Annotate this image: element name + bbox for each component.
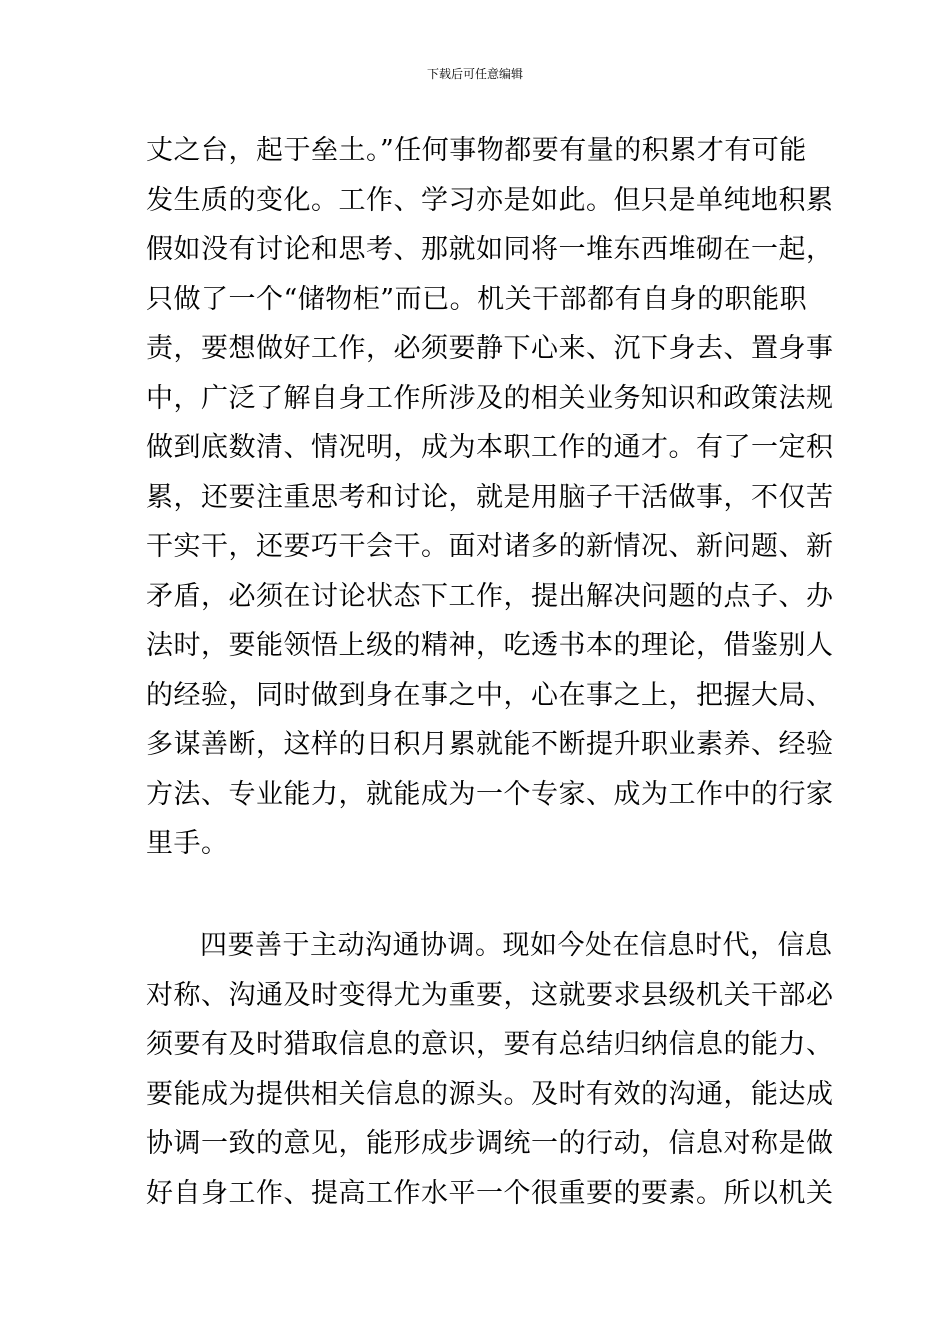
text-line: 发生质的变化。工作、学习亦是如此。但只是单纯地积累: [146, 184, 834, 216]
text-line: 多谋善断，这样的日积月累就能不断提升职业素养、经验: [146, 729, 834, 760]
text-line: 法时，要能领悟上级的精神，吃透书本的理论，借鉴别人: [146, 630, 834, 661]
text-line: 协调一致的意见，能形成步调统一的行动，信息对称是做: [146, 1128, 834, 1159]
text-line: 要能成为提供相关信息的源头。及时有效的沟通，能达成: [146, 1078, 834, 1110]
text-line: 的经验，同时做到身在事之中，心在事之上，把握大局、: [146, 679, 834, 711]
body-paragraph-2: [146, 921, 834, 1218]
text-line: 须要有及时猎取信息的意识，要有总结归纳信息的能力、: [146, 1029, 834, 1060]
text-line: 对称、沟通及时变得尤为重要，这就要求县级机关干部必: [146, 979, 834, 1011]
text-line: 好自身工作、提高工作水平一个很重要的要素。所以机关: [146, 1177, 834, 1209]
text-line: 中，广泛了解自身工作所涉及的相关业务知识和政策法规: [146, 382, 834, 414]
text-line: 方法、专业能力，就能成为一个专家、成为工作中的行家: [146, 778, 834, 810]
page-header-note: 下载后可任意编辑: [426, 67, 523, 81]
text-line: 累，还要注重思考和讨论，就是用脑子干活做事，不仅苦: [146, 481, 834, 513]
text-line: 责，要想做好工作，必须要静下心来、沉下身去、置身事: [146, 333, 834, 364]
text-line: 里手。: [146, 828, 229, 859]
text-line: 丈之台，起于垒土。”任何事物都要有量的积累才有可能: [146, 135, 807, 166]
text-line-indented: 四要善于主动沟通协调。现如今处在信息时代，信息: [200, 930, 833, 961]
text-line: 干实干，还要巧干会干。面对诸多的新情况、新问题、新: [146, 531, 834, 562]
text-line: 假如没有讨论和思考、那就如同将一堆东西堆砌在一起，: [146, 234, 834, 265]
body-paragraph-1: [146, 126, 834, 869]
text-line: 只做了一个“储物柜”而已。机关干部都有自身的职能职: [146, 283, 808, 315]
text-line: 矛盾，必须在讨论状态下工作，提出解决问题的点子、办: [146, 580, 834, 612]
text-line: 做到底数清、情况明，成为本职工作的通才。有了一定积: [146, 432, 834, 463]
